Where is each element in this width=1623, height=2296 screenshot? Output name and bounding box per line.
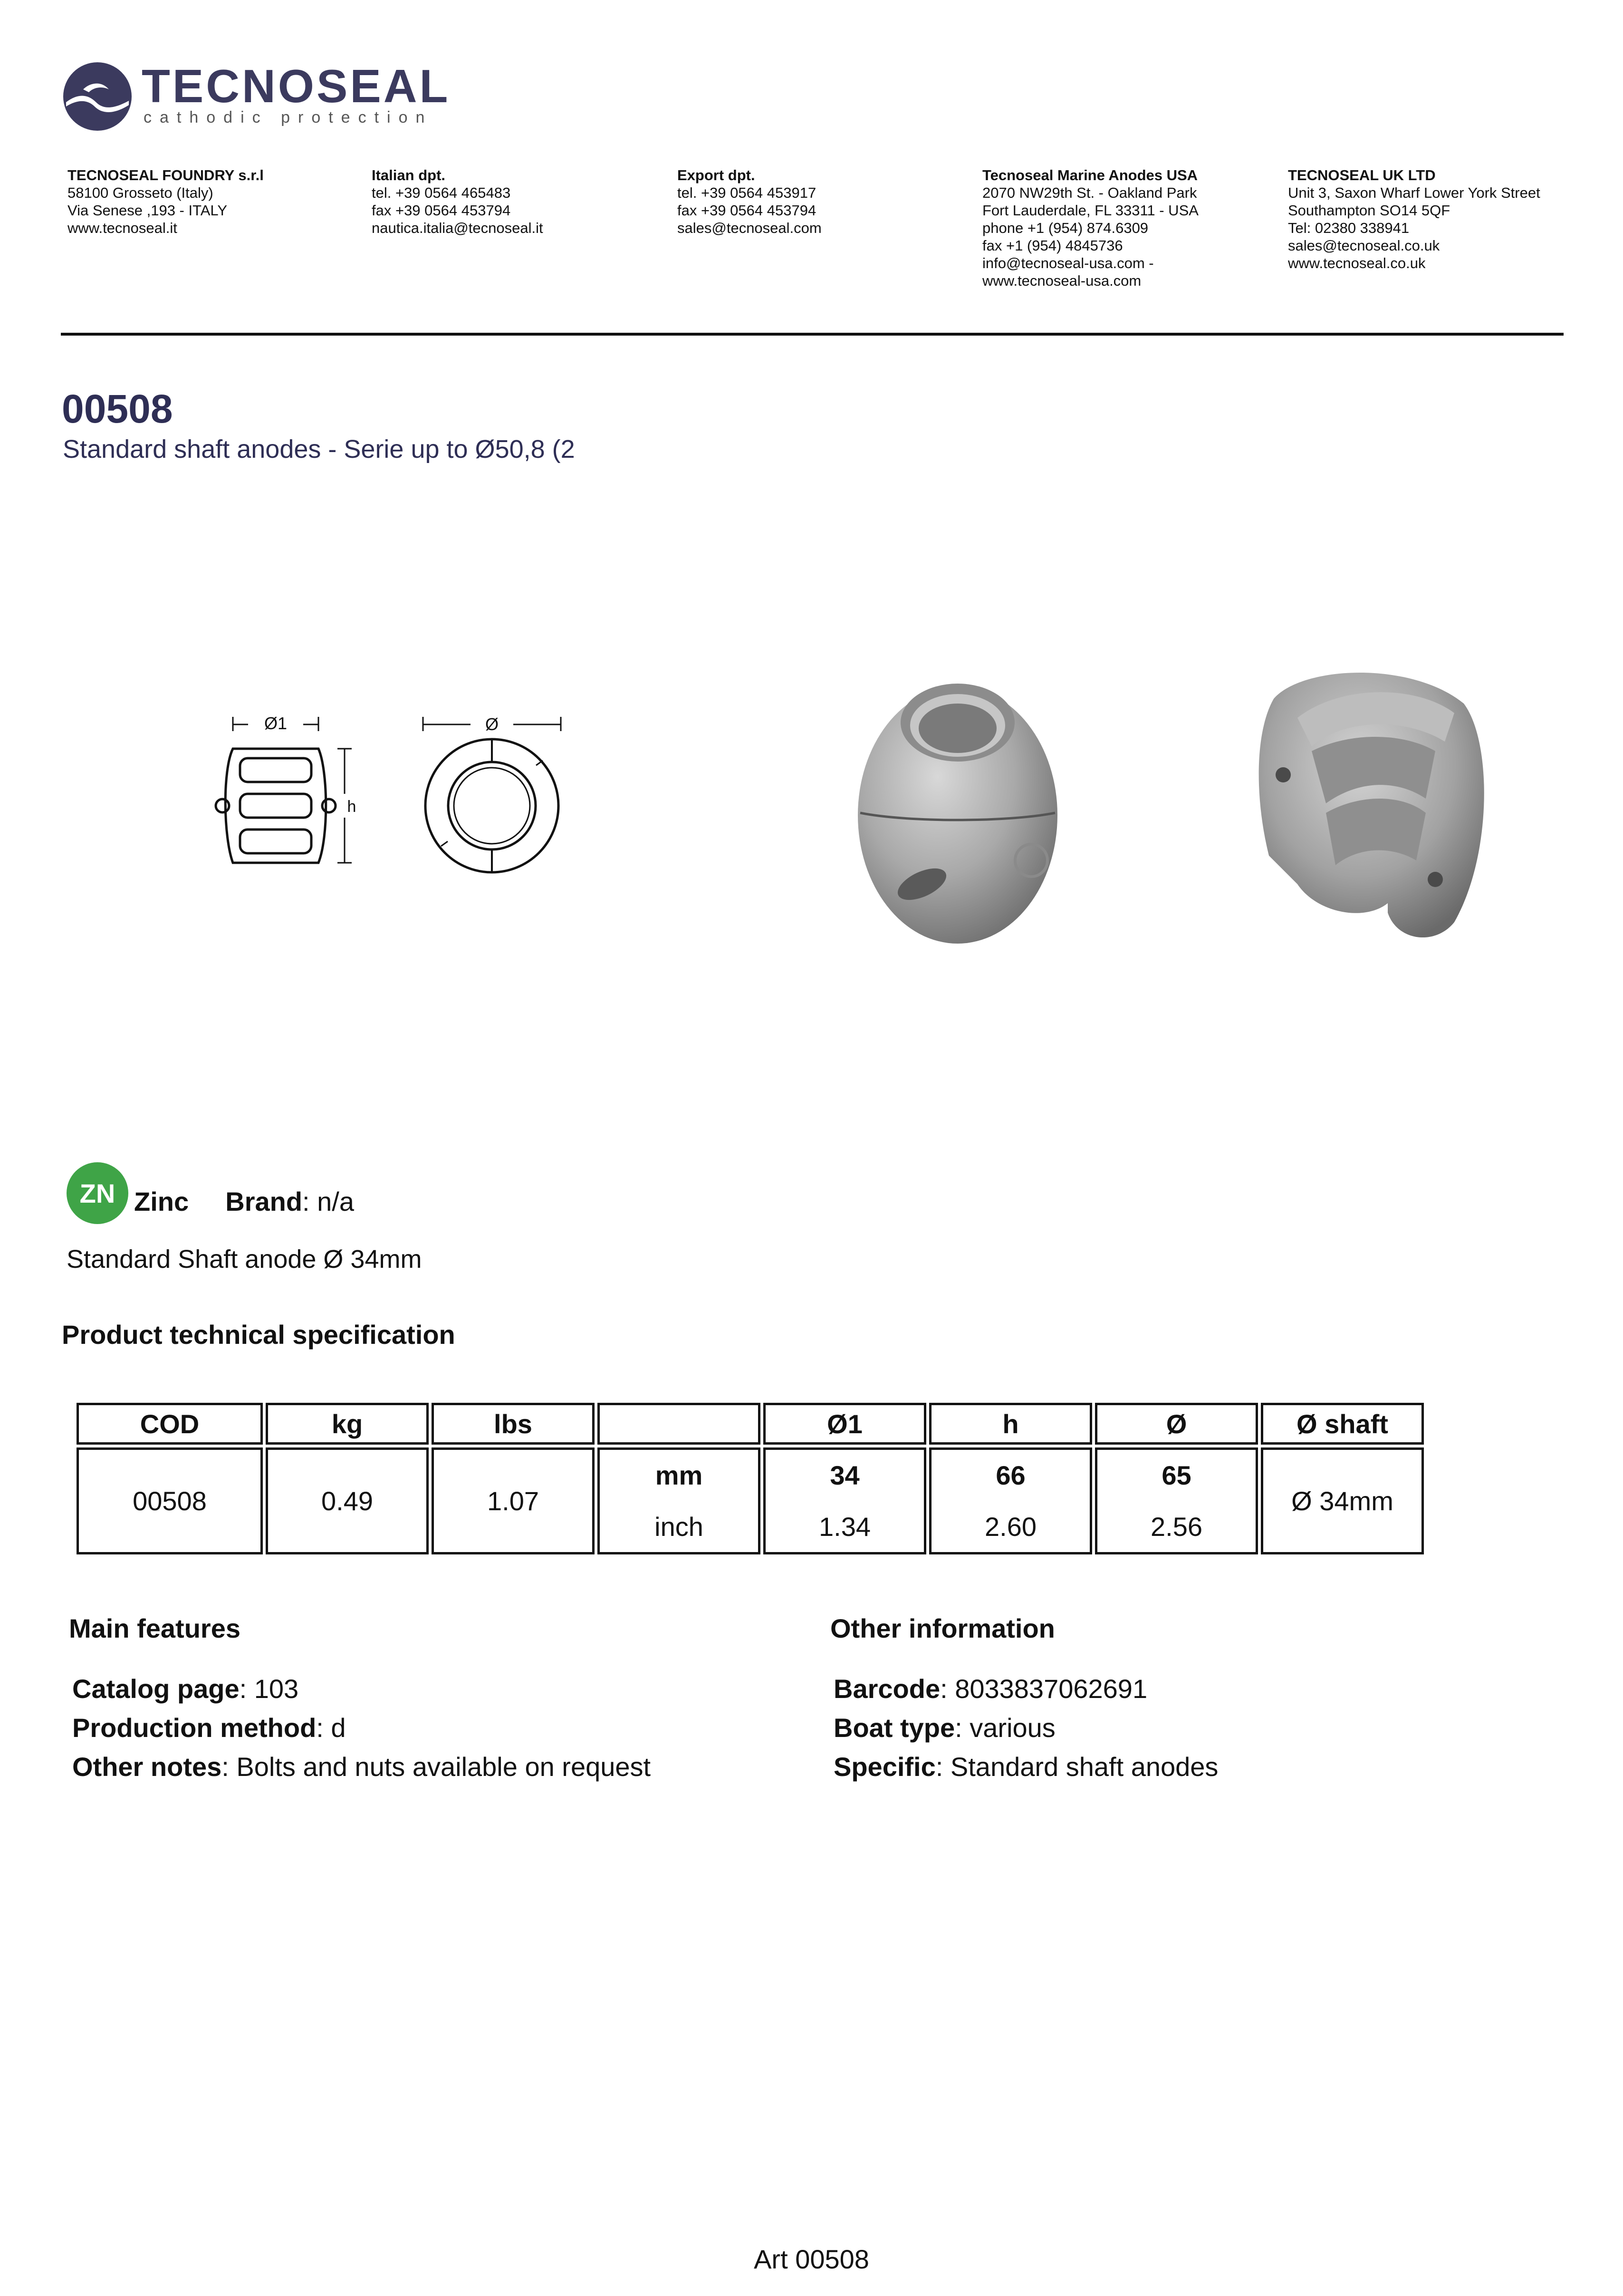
feature-label: Catalog page: [72, 1674, 240, 1704]
tecnoseal-logo-icon: [62, 61, 133, 132]
info-value: : Standard shaft anodes: [935, 1752, 1219, 1782]
contact-line: fax +39 0564 453794: [677, 202, 816, 219]
spec-heading: Product technical specification: [62, 1320, 455, 1350]
contact-export-dpt: [677, 166, 822, 237]
list-item: [834, 1708, 1218, 1747]
contacts-row: [67, 166, 1569, 299]
material-line: [134, 1188, 354, 1215]
cell-cod: 00508: [77, 1447, 263, 1554]
contact-line: Fort Lauderdale, FL 33311 - USA: [982, 202, 1199, 219]
contact-line: info@tecnoseal-usa.com -: [982, 255, 1154, 271]
brand-tagline: cathodic protection: [144, 108, 433, 126]
col-lbs: lbs: [432, 1403, 595, 1445]
product-subtitle: Standard shaft anodes - Serie up to Ø50,8 (2: [63, 435, 575, 463]
product-code: 00508: [62, 386, 173, 431]
contact-usa: [982, 166, 1199, 289]
label-d: Ø: [485, 714, 499, 734]
contact-line: 58100 Grosseto (Italy): [67, 184, 213, 201]
feature-value: : 103: [239, 1674, 299, 1704]
contact-line: www.tecnoseal.co.uk: [1288, 255, 1426, 271]
anode-photo-half: [1245, 656, 1492, 955]
contact-line: www.tecnoseal-usa.com: [982, 272, 1142, 289]
contact-line: fax +1 (954) 4845736: [982, 237, 1123, 254]
contact-line: Tel: 02380 338941: [1288, 220, 1410, 236]
info-value: : 8033837062691: [940, 1674, 1148, 1704]
h-mm: 66: [996, 1460, 1026, 1491]
d-inch: 2.56: [1151, 1511, 1202, 1542]
list-item: [834, 1669, 1218, 1708]
cell-d: [1095, 1447, 1258, 1554]
label-h: h: [347, 798, 356, 816]
brand-label: Brand: [225, 1187, 303, 1216]
spec-table: [74, 1400, 1427, 1557]
contact-line: phone +1 (954) 874.6309: [982, 220, 1149, 236]
d-mm: 65: [1162, 1460, 1191, 1491]
unit-inch: inch: [654, 1511, 703, 1542]
contact-title: Export dpt.: [677, 167, 755, 183]
h-inch: 2.60: [985, 1511, 1037, 1542]
feature-label: Production method: [72, 1713, 317, 1743]
cell-h: [929, 1447, 1092, 1554]
col-d: Ø: [1095, 1403, 1258, 1445]
feature-value: : d: [316, 1713, 346, 1743]
list-item: [72, 1747, 651, 1786]
info-label: Barcode: [834, 1674, 941, 1704]
d1-inch: 1.34: [819, 1511, 871, 1542]
contact-foundry: [67, 166, 264, 237]
info-label: Boat type: [834, 1713, 955, 1743]
info-label: Specific: [834, 1752, 936, 1782]
cell-kg: 0.49: [266, 1447, 429, 1554]
feature-label: Other notes: [72, 1752, 222, 1782]
anode-technical-drawing: [195, 704, 570, 889]
list-item: [72, 1708, 651, 1747]
cell-unit: [597, 1447, 760, 1554]
info-value: : various: [955, 1713, 1056, 1743]
contact-line: Unit 3, Saxon Wharf Lower York Street: [1288, 184, 1540, 201]
label-d1: Ø1: [264, 714, 288, 733]
contact-line: tel. +39 0564 453917: [677, 184, 816, 201]
col-h: h: [929, 1403, 1092, 1445]
col-cod: COD: [77, 1403, 263, 1445]
contact-title: Italian dpt.: [372, 167, 445, 183]
contact-line: 2070 NW29th St. - Oakland Park: [982, 184, 1197, 201]
unit-mm: mm: [655, 1460, 703, 1491]
col-d1: Ø1: [763, 1403, 926, 1445]
col-shaft: Ø shaft: [1261, 1403, 1424, 1445]
contact-title: Tecnoseal Marine Anodes USA: [982, 167, 1198, 183]
feature-value: : Bolts and nuts available on request: [221, 1752, 651, 1782]
brand-value: : n/a: [302, 1187, 355, 1216]
list-item: [72, 1669, 651, 1708]
page-footer: Art 00508: [754, 2244, 869, 2274]
contact-line: Via Senese ,193 - ITALY: [67, 202, 228, 219]
other-info-list: [834, 1669, 1218, 1786]
contact-title: TECNOSEAL UK LTD: [1288, 167, 1436, 183]
main-features-heading: Main features: [69, 1613, 240, 1643]
header-divider: [61, 333, 1564, 336]
d1-mm: 34: [830, 1460, 860, 1491]
col-unit: [597, 1403, 760, 1445]
contact-line: nautica.italia@tecnoseal.it: [372, 220, 543, 236]
anode-photo-front: [851, 656, 1065, 955]
cell-lbs: 1.07: [432, 1447, 595, 1554]
contact-line: sales@tecnoseal.com: [677, 220, 822, 236]
product-description: Standard Shaft anode Ø 34mm: [67, 1245, 422, 1273]
main-features-list: [72, 1669, 651, 1786]
contact-italian-dpt: [372, 166, 543, 237]
cell-d1: [763, 1447, 926, 1554]
col-kg: kg: [266, 1403, 429, 1445]
contact-line: fax +39 0564 453794: [372, 202, 511, 219]
cell-shaft: Ø 34mm: [1261, 1447, 1424, 1554]
contact-line: Southampton SO14 5QF: [1288, 202, 1450, 219]
contact-uk: [1288, 166, 1540, 272]
contact-line: sales@tecnoseal.co.uk: [1288, 237, 1440, 254]
zinc-badge-icon: ZN: [67, 1162, 128, 1224]
contact-title: TECNOSEAL FOUNDRY s.r.l: [67, 167, 264, 183]
brand-name: TECNOSEAL: [142, 60, 451, 112]
table-row: [77, 1447, 1424, 1554]
other-info-heading: Other information: [830, 1613, 1055, 1643]
contact-line: www.tecnoseal.it: [67, 220, 177, 236]
spec-header-row: [77, 1403, 1424, 1445]
contact-line: tel. +39 0564 465483: [372, 184, 511, 201]
material-name: Zinc: [134, 1187, 189, 1216]
list-item: [834, 1747, 1218, 1786]
